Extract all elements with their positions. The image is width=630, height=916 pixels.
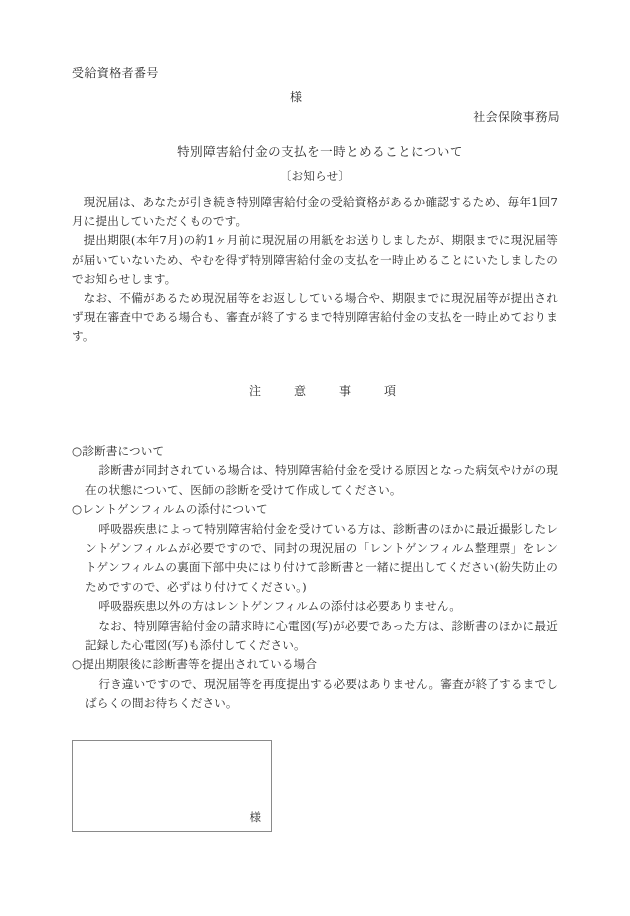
note-paragraph: なお、特別障害給付金の請求時に心電図(写)が必要であった方は、診断書のほかに最近記録した心電図(写)も添付してください。: [85, 618, 558, 653]
heading-char: 注: [248, 384, 262, 398]
note-heading: ○レントゲンフィルムの添付について: [72, 502, 268, 517]
notes-list: [72, 442, 558, 714]
note-paragraph: 診断書が同封されている場合は、特別障害給付金を受ける原因となった病気やけがの現在の状態について、医師の診断を受けて作成してください。: [85, 463, 558, 497]
address-box: [72, 740, 272, 832]
body-paragraph: 提出期限(本年7月)の約1ヶ月前に現況届の用紙をお送りしましたが、期限までに現況届等が届いていないため、やむを得ず特別障害給付金の支払を一時止めることにいたしましたのでお知らせします。: [72, 233, 558, 286]
note-heading: ○提出期限後に診断書等を提出されている場合: [72, 657, 318, 672]
heading-char: 事: [339, 384, 353, 398]
note-paragraph: 行き違いですので、現況届等を再度提出する必要はありません。審査が終了するまでしばらくの間お待ちください。: [85, 676, 558, 711]
note-paragraph: 呼吸器疾患以外の方はレントゲンフィルムの添付は必要ありません。: [98, 599, 461, 614]
notice-label: 〔お知らせ〕: [279, 169, 351, 183]
body-paragraph: 現況届は、あなたが引き続き特別障害給付金の受給資格があるか確認するため、毎年1回7月に提出していただくものです。: [72, 195, 558, 229]
body-paragraph: なお、不備があるため現況届等をお返ししている場合や、期限までに現況届等が提出されず現在審査中である場合も、審査が終了するまで特別障害給付金の支払を一時止めております。: [72, 291, 558, 344]
recipient-number-label: 受給資格者番号: [72, 66, 159, 80]
address-box-honorific: 様: [249, 810, 261, 824]
note-heading: ○診断書について: [72, 444, 165, 458]
note-paragraph: 呼吸器疾患によって特別障害給付金を受けている方は、診断書のほかに最近撮影したレントゲンフィルムが必要ですので、同封の現況届の「レントゲンフィルム整理票」をレントゲンフィルムの裏面下部中央にはり付けて診断書と一緒に提出してください(紛失防止のためですので、必ずはり付けてください。): [85, 521, 558, 594]
document-title: 特別障害給付金の支払を一時とめることについて: [177, 144, 463, 159]
issuer-name: 社会保険事務局: [473, 110, 560, 124]
recipient-honorific: 様: [290, 90, 303, 104]
heading-char: 意: [293, 384, 307, 398]
notes-section-heading: [0, 382, 630, 399]
heading-char: 項: [384, 384, 398, 398]
body-text: [72, 193, 558, 347]
